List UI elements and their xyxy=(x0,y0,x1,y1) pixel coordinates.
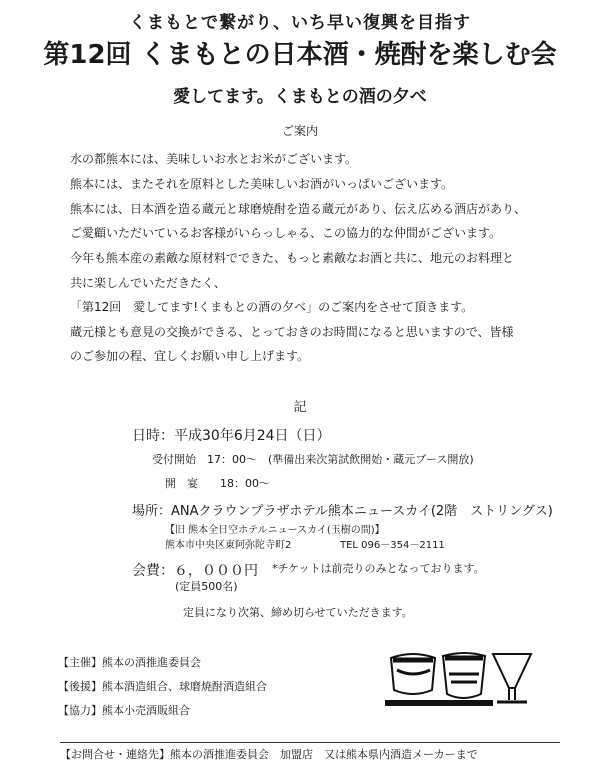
organizer-cooperation: 【協力】熊本小売酒販組合 xyxy=(58,704,190,717)
opening-time: 開 宴 18：00～ xyxy=(165,477,270,490)
event-fee: 会費：６，０００円 xyxy=(132,563,258,579)
event-datetime: 日時：平成30年6月24日（日） xyxy=(132,428,331,444)
page-title: 第12回 くまもとの日本酒・焼酎を楽しむ会 xyxy=(43,40,557,70)
closing-note: 定員になり次第、締め切らせていただきます。 xyxy=(183,606,413,619)
intro-line: 蔵元様とも意見の交換ができる、とっておきのお時間になると思いますので、皆様 xyxy=(70,325,514,339)
event-capacity: (定員500名) xyxy=(175,580,238,593)
intro-line: 水の都熊本には、美味しいお水とお米がございます。 xyxy=(70,152,358,166)
event-venue: 場所：ANAクラウンプラザホテル熊本ニュースカイ(2階 ストリングス) xyxy=(132,504,553,519)
intro-line: 熊本には、日本酒を造る蔵元と球磨焼酎を造る蔵元があり、伝え広める酒店があり、 xyxy=(70,202,527,216)
intro-line: 共に楽しんでいただきたく、 xyxy=(70,276,226,290)
ki-heading: 記 xyxy=(293,400,307,415)
intro-line: のご参加の程、宜しくお願い申し上げます。 xyxy=(70,349,310,363)
intro-heading: ご案内 xyxy=(281,124,318,138)
reception-time: 受付開始 17：00～ (準備出来次第試飲開始・蔵元ブース開放) xyxy=(152,453,474,466)
venue-address: 熊本市中央区東阿弥陀寺町2 xyxy=(165,540,292,551)
organizer-host: 【主催】熊本の酒推進委員会 xyxy=(58,656,201,669)
contact-footer: 【お問合せ・連絡先】熊本の酒推進委員会 加盟店 又は熊本県内酒造メーカーまで xyxy=(60,748,478,761)
organizer-support: 【後援】熊本酒造組合、球磨焼酎酒造組合 xyxy=(58,680,267,693)
footer-divider xyxy=(60,742,560,743)
intro-line: 熊本には、またそれを原料とした美味しいお酒がいっぱいございます。 xyxy=(70,177,454,191)
intro-line: 今年も熊本産の素敵な原材料でできた、もっと素敵なお酒と共に、地元のお料理と xyxy=(70,251,515,265)
sake-cups-illustration xyxy=(385,648,535,710)
venue-former-name: 【旧 熊本全日空ホテルニュースカイ(玉樹の間)】 xyxy=(165,525,385,536)
intro-line: ご愛顧いただいているお客様がいらっしゃる、この協力的な仲間がございます。 xyxy=(70,226,502,240)
ticket-note: *チケットは前売りのみとなっております。 xyxy=(272,562,485,575)
venue-tel: TEL 096－354－2111 xyxy=(340,540,445,551)
header-tagline: くまもとで繋がり、いち早い復興を目指す xyxy=(129,13,471,33)
intro-line: 「第12回 愛してます!くまもとの酒の夕べ」のご案内をさせて頂きます。 xyxy=(70,300,474,314)
page-subtitle: 愛してます。くまもとの酒の夕べ xyxy=(173,87,427,107)
